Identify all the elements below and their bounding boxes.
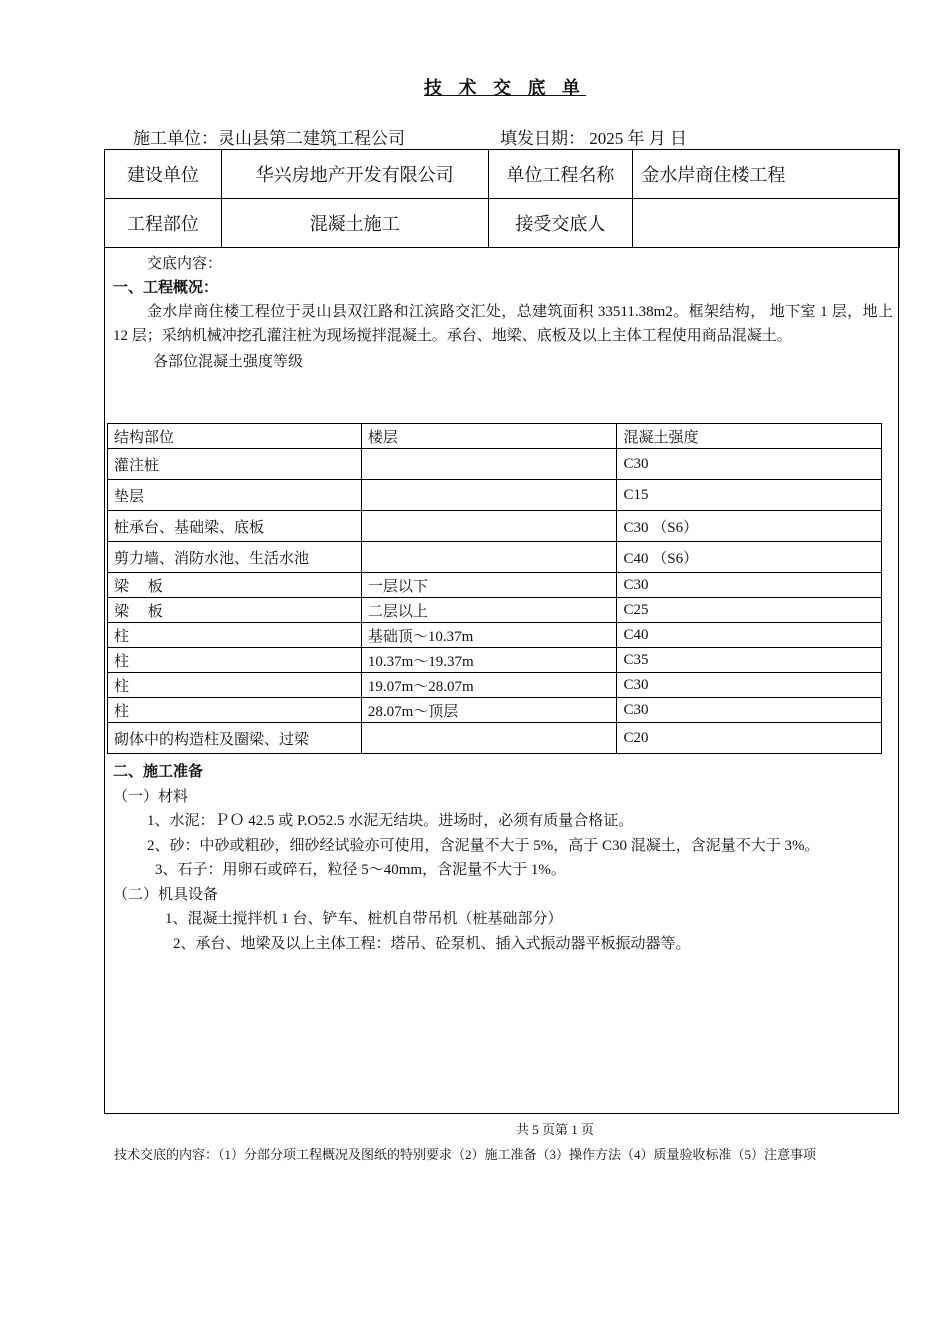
cell-grade: C40 bbox=[617, 623, 882, 648]
header-row-1 bbox=[105, 150, 900, 199]
cell-grade: C15 bbox=[617, 480, 882, 511]
cell-part: 垫层 bbox=[108, 480, 362, 511]
cell-floor bbox=[361, 542, 617, 573]
cell-grade: C30 （S6） bbox=[617, 511, 882, 542]
cell-floor bbox=[361, 480, 617, 511]
cell-grade: C40 （S6） bbox=[617, 542, 882, 573]
content-intro: 交底内容： bbox=[147, 256, 223, 272]
col-header-grade: 混凝土强度 bbox=[617, 424, 882, 449]
project-name-value: 金水岸商住楼工程 bbox=[633, 150, 900, 199]
table-row bbox=[108, 673, 882, 698]
strength-header-row bbox=[108, 424, 882, 449]
cell-floor: 28.07m～顶层 bbox=[361, 698, 617, 723]
cell-floor bbox=[361, 723, 617, 754]
footer-note: 技术交底的内容：（1）分部分项工程概况及图纸的特别要求（2）施工准备（3）操作方法（4）质量验收标准（5）注意事项 bbox=[114, 1147, 817, 1162]
cell-part: 桩承台、基础梁、底板 bbox=[108, 511, 362, 542]
page-number: 共 5 页第 1 页 bbox=[515, 1122, 594, 1137]
cell-grade: C30 bbox=[617, 698, 882, 723]
cell-grade: C30 bbox=[617, 573, 882, 598]
work-part-label: 工程部位 bbox=[105, 199, 222, 248]
cell-part: 柱 bbox=[108, 648, 362, 673]
col-header-floor: 楼层 bbox=[361, 424, 617, 449]
work-part-value: 混凝土施工 bbox=[221, 199, 488, 248]
table-row bbox=[108, 480, 882, 511]
table-row bbox=[108, 648, 882, 673]
cell-floor: 二层以上 bbox=[361, 598, 617, 623]
col-header-part: 结构部位 bbox=[108, 424, 362, 449]
recipient-label: 接受交底人 bbox=[488, 199, 633, 248]
cell-part: 灌注桩 bbox=[108, 449, 362, 480]
cell-floor: 19.07m～28.07m bbox=[361, 673, 617, 698]
cell-part: 梁 板 bbox=[108, 598, 362, 623]
client-value: 华兴房地产开发有限公司 bbox=[221, 150, 488, 199]
table-row bbox=[108, 598, 882, 623]
table-row bbox=[108, 511, 882, 542]
table-row bbox=[108, 623, 882, 648]
cell-part: 砌体中的构造柱及圈梁、过梁 bbox=[108, 723, 362, 754]
project-name-label: 单位工程名称 bbox=[488, 150, 633, 199]
table-row bbox=[108, 542, 882, 573]
recipient-value bbox=[633, 199, 900, 248]
cell-floor bbox=[361, 511, 617, 542]
cell-grade: C30 bbox=[617, 673, 882, 698]
construction-unit: 施工单位：灵山县第二建筑工程公司 bbox=[133, 129, 405, 148]
cell-grade: C20 bbox=[617, 723, 882, 754]
document-title: 技 术 交 底 单 bbox=[424, 78, 586, 98]
header-row-2 bbox=[105, 199, 900, 248]
equipment-item-2: 2、承台、地梁及以上主体工程：塔吊、砼泵机、插入式振动器平板振动器等。 bbox=[173, 935, 691, 952]
equipment-subheading: （二）机具设备 bbox=[113, 886, 219, 903]
section-preparation-heading: 二、施工准备 bbox=[113, 764, 204, 780]
cell-grade: C35 bbox=[617, 648, 882, 673]
cell-part: 柱 bbox=[108, 623, 362, 648]
header-table bbox=[104, 149, 900, 248]
client-label: 建设单位 bbox=[105, 150, 222, 199]
strength-table bbox=[107, 423, 882, 754]
cell-floor: 基础顶～10.37m bbox=[361, 623, 617, 648]
cell-part: 剪力墙、消防水池、生活水池 bbox=[108, 542, 362, 573]
preparation-section bbox=[113, 760, 893, 956]
overview-paragraph: 金水岸商住楼工程位于灵山县双江路和江滨路交汇处，总建筑面积 33511.38m2。框架结构， 地下室 1 层，地上 12 层；采纳机械冲挖孔灌注桩为现场搅拌混凝土。承台、地梁、底板及以上主体工程使用商品混凝土。 bbox=[113, 304, 893, 344]
content-section bbox=[113, 252, 893, 374]
equipment-item-1: 1、混凝土搅拌机 1 台、铲车、桩机自带吊机（桩基础部分） bbox=[165, 911, 563, 927]
cell-part: 梁 板 bbox=[108, 573, 362, 598]
table-row bbox=[108, 449, 882, 480]
table-row bbox=[108, 698, 882, 723]
material-stone: 3、石子：用卵石或碎石，粒径 5～40mm，含泥量不大于 1%。 bbox=[155, 862, 566, 878]
cell-floor bbox=[361, 449, 617, 480]
issue-date: 填发日期： 2025 年 月 日 bbox=[500, 129, 687, 148]
cell-floor: 一层以下 bbox=[361, 573, 617, 598]
cell-part: 柱 bbox=[108, 673, 362, 698]
material-sand: 2、砂：中砂或粗砂，细砂经试验亦可使用，含泥量不大于 5%，高于 C30 混凝土，含泥量不大于 3%。 bbox=[147, 837, 820, 854]
cell-part: 柱 bbox=[108, 698, 362, 723]
materials-subheading: （一）材料 bbox=[113, 788, 189, 805]
section-overview-heading: 一、工程概况： bbox=[113, 280, 219, 296]
cell-grade: C25 bbox=[617, 598, 882, 623]
table-row bbox=[108, 723, 882, 754]
table-row bbox=[108, 573, 882, 598]
cell-grade: C30 bbox=[617, 449, 882, 480]
cell-floor: 10.37m～19.37m bbox=[361, 648, 617, 673]
strength-table-caption: 各部位混凝土强度等级 bbox=[153, 354, 304, 370]
material-cement: 1、水泥：ＰＯ 42.5 或 P.O52.5 水泥无结块。进场时，必须有质量合格证。 bbox=[147, 813, 634, 829]
meta-line bbox=[133, 124, 687, 149]
